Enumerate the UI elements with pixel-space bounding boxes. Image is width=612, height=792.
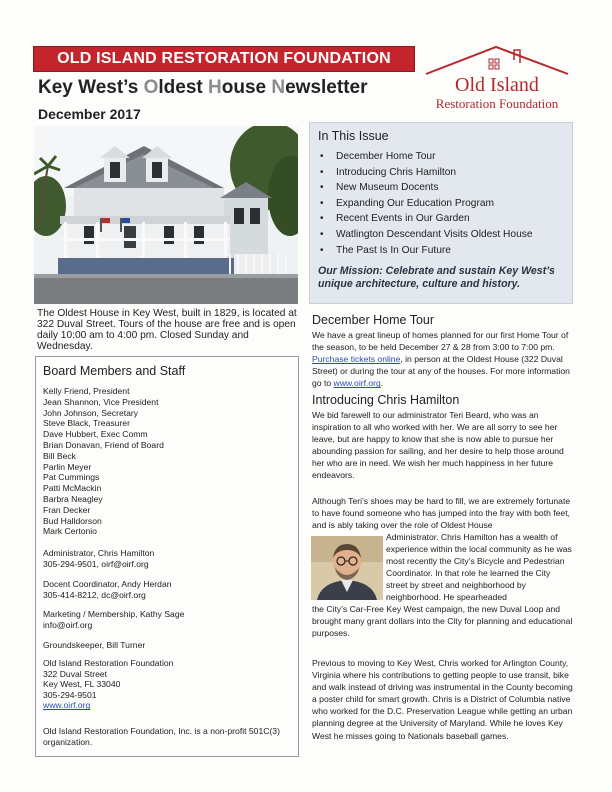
board-member: Patti McMackin [43, 483, 102, 494]
issue-list [318, 149, 533, 258]
docent-line: Docent Coordinator, Andy Herdan [43, 579, 172, 589]
intro-para-1: We bid farewell to our administrator Teri Beard, who was an inspiration to all who worked with her. We are all sorry to see her leave, but are happy to know that she is now able to pursue her abounding passion for sailing, and her desire to help those around her who are in need. We wish her much happiness in her future endeavors. [312, 410, 564, 481]
board-member-list [43, 386, 164, 537]
board-member: Bill Beck [43, 450, 76, 461]
board-member: Pat Cummings [43, 472, 100, 483]
admin-line: Administrator, Chris Hamilton [43, 548, 155, 558]
newsletter-title [38, 77, 367, 99]
intro-title: Introducing Chris Hamilton [312, 393, 460, 407]
intro-para-2: Although Teri’s shoes may be hard to fill, we are extremely fortunate to have found someone who has jumped into the fray with both feet, and is ably taking over the role of Oldest House [312, 496, 571, 531]
intro-para-3: Previous to moving to Key West, Chris worked for Arlington County, Virginia where his contributions to getting people to use transit, bike and walk instead of driving was instrumental in the County becoming a poster child for smart growth. Chris is a District of Columbia native who worked for the D.C. Preservation League while getting an urban planning degree at the University of Maryland. While he loves Key West he misses going to Nationals baseball games. [312, 658, 573, 741]
board-member: Dave Hubbert, Exec Comm [43, 429, 148, 440]
board-member: John Johnson, Secretary [43, 407, 139, 418]
title-part: ldest [158, 77, 209, 98]
address-line: 305-294-9501 [43, 689, 97, 700]
title-part: ewsletter [285, 77, 368, 98]
nonprofit-note: Old Island Restoration Foundation, Inc. is a non-profit 501C(3) organization. [43, 726, 280, 747]
chris-hamilton-portrait [311, 536, 383, 600]
issue-item: • Watlington Descendant Visits Oldest House [318, 227, 533, 243]
board-member: Mark Certonio [43, 526, 97, 537]
title-letter: H [208, 77, 222, 98]
title-part: Key West’s [38, 77, 144, 98]
in-this-issue-box [309, 122, 573, 304]
address-line: Key West, FL 33040 [43, 679, 121, 690]
title-part: ouse [221, 77, 272, 98]
board-box [35, 356, 299, 757]
issue-item: • New Museum Docents [318, 180, 533, 196]
groundskeeper: Groundskeeper, Bill Turner [43, 640, 146, 650]
website-link[interactable]: www.oirf.org [43, 700, 91, 711]
marketing-line: info@oirf.org [43, 619, 93, 630]
board-member: Fran Decker [43, 504, 91, 515]
board-title: Board Members and Staff [43, 364, 186, 378]
board-member: Barbra Neagley [43, 493, 103, 504]
tour-text: , in person at the Oldest House (322 Duval Street) or during the tour at any of the houses. For more information go to [312, 354, 570, 389]
photo-caption: The Oldest House in Key West, built in 1829, is located at 322 Duval Street. Tours of the house are free and is open daily 10:00 am to 4:00 pm. Closed Sunday and Wednesday. [37, 308, 297, 352]
foundation-logo [416, 44, 578, 114]
marketing-contact [43, 609, 184, 630]
issue-item: • December Home Tour [318, 149, 533, 165]
mission-statement: Our Mission: Celebrate and sustain Key West’s unique architecture, culture and history. [318, 265, 555, 290]
title-letter: N [271, 77, 286, 98]
intro-para-2-end: the City’s Car-Free Key West campaign, the new Duval Loop and brought many grant dollars into the City for planning and educational purposes. [312, 604, 573, 639]
oldest-house-photo [34, 126, 298, 304]
marketing-line: Marketing / Membership, Kathy Sage [43, 609, 185, 619]
admin-line: 305-294-9501, oirf@oirf.org [43, 558, 149, 569]
title-letter: O [143, 77, 159, 98]
board-member: Steve Black, Treasurer [43, 418, 130, 429]
org-banner: OLD ISLAND RESTORATION FOUNDATION [33, 46, 415, 72]
tour-text: . [380, 378, 384, 389]
board-member: Kelly Friend, President [43, 386, 130, 396]
issue-item: • Expanding Our Education Program [318, 196, 533, 212]
board-member: Parlin Meyer [43, 461, 92, 472]
purchase-tickets-link[interactable]: Purchase tickets online [312, 354, 401, 365]
tour-body [312, 329, 574, 389]
address-line: Old Island Restoration Foundation [43, 658, 174, 668]
board-member: Jean Shannon, Vice President [43, 396, 159, 407]
intro-para-2-wrap: Administrator. Chris Hamilton has a wealth of experience within the local community as he was most recently the City’s Bicycle and Pedestrian Coordinator. In that role he learned the City street by street and neighborhood by neighborhood. He spearheaded [386, 532, 572, 603]
tour-title: December Home Tour [312, 313, 435, 327]
tour-text: We have a great lineup of homes planned for our first Home Tour of the season, to be held December 27 & 28 from 3:00 to 7:00 pm. [312, 330, 569, 353]
oirf-website-link[interactable]: www.oirf.org [333, 378, 381, 389]
issue-item: • The Past Is In Our Future [318, 243, 533, 259]
docent-contact [43, 579, 172, 600]
administrator-contact [43, 548, 154, 569]
logo-line2: Restoration Foundation [435, 96, 559, 111]
logo-line1: Old Island [455, 74, 539, 96]
address-line: 322 Duval Street [43, 668, 108, 679]
issue-item: • Recent Events in Our Garden [318, 211, 533, 227]
docent-line: 305-414-8212, dc@oirf.org [43, 589, 146, 600]
issue-item: • Introducing Chris Hamilton [318, 165, 533, 181]
mailing-address [43, 658, 173, 711]
newsletter-date: December 2017 [38, 106, 141, 122]
board-member: Bud Halldorson [43, 515, 102, 526]
issue-title: In This Issue [318, 129, 389, 143]
house-roof-icon [416, 44, 578, 78]
board-member: Brian Donavan, Friend of Board [43, 439, 164, 450]
